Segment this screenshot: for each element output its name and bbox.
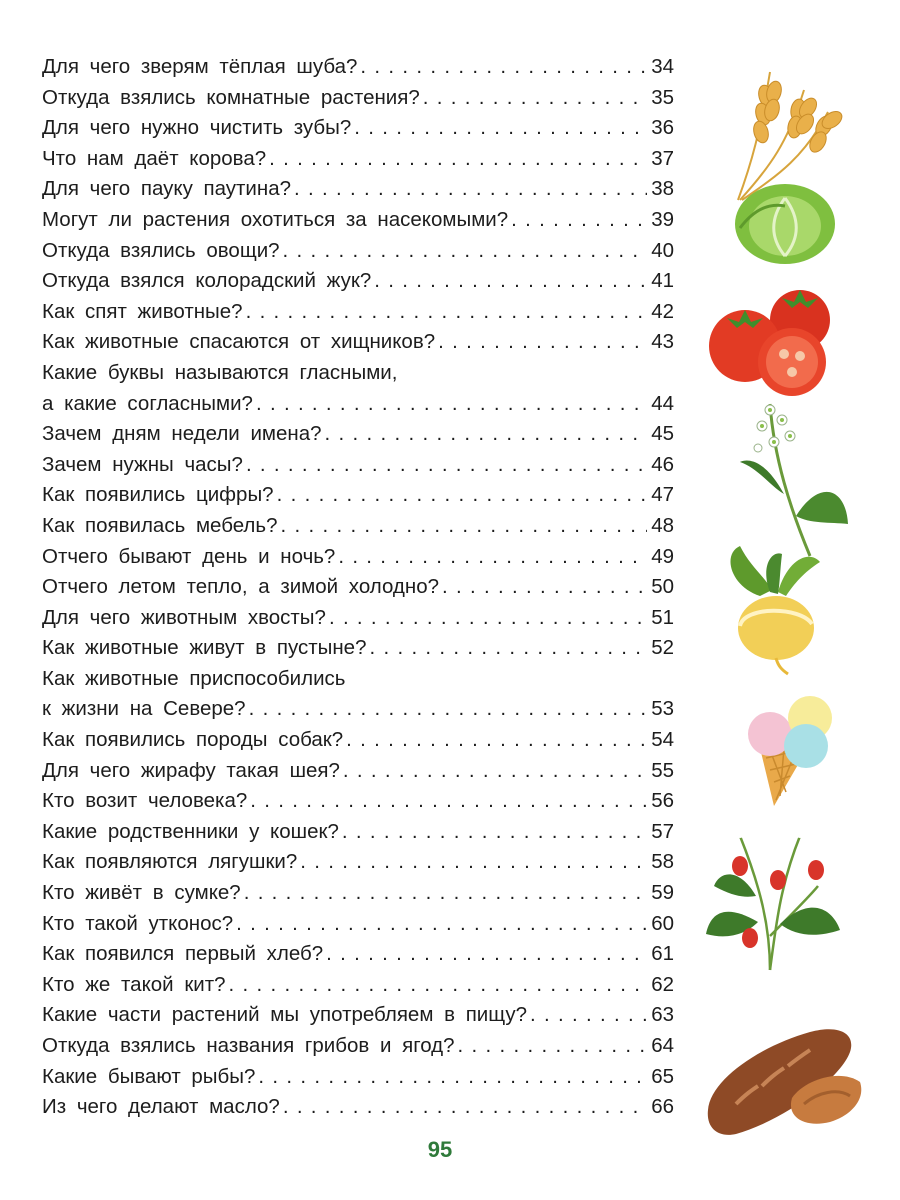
toc-entry-title: Кто же такой кит? <box>42 972 226 996</box>
toc-entry[interactable] <box>42 694 674 725</box>
turnip-icon <box>700 546 870 676</box>
toc-entry-title: Какие буквы называются гласными, <box>42 360 398 384</box>
dot-leader <box>283 236 648 267</box>
dot-leader <box>256 389 647 420</box>
dot-leader <box>442 572 647 603</box>
toc-entry-page: 46 <box>651 452 674 476</box>
dot-leader <box>423 83 647 114</box>
toc-entry[interactable] <box>42 603 674 634</box>
toc-entry[interactable] <box>42 786 674 817</box>
toc-entry-title: Откуда взялся колорадский жук? <box>42 269 372 293</box>
toc-entry-page: 59 <box>651 881 674 905</box>
toc-entry-title: Могут ли растения охотиться за насекомыми? <box>42 207 509 231</box>
toc-entry-page: 65 <box>651 1064 674 1088</box>
dot-leader <box>300 847 647 878</box>
dot-leader <box>438 327 647 358</box>
toc-entry-title-line <box>42 358 674 389</box>
dot-leader <box>369 633 647 664</box>
toc-entry-page: 60 <box>651 911 674 935</box>
dot-leader <box>269 144 647 175</box>
dot-leader <box>360 52 647 83</box>
toc-entry-title: Как появились породы собак? <box>42 728 344 752</box>
toc-entry-page: 42 <box>651 299 674 323</box>
toc-entry-page: 64 <box>651 1034 674 1057</box>
toc-entry-title: Для чего пауку паутина? <box>42 177 291 201</box>
dot-leader <box>294 174 647 205</box>
toc-entry-page: 58 <box>651 850 674 874</box>
toc-entry-title: Из чего делают масло? <box>42 1095 280 1119</box>
toc-entry[interactable] <box>42 52 674 83</box>
dot-leader <box>246 297 648 328</box>
toc-entry[interactable] <box>42 1031 674 1062</box>
dot-leader <box>249 694 648 725</box>
dot-leader <box>338 542 647 573</box>
toc-entry-page: 55 <box>651 758 674 782</box>
flowering-sprig-icon <box>700 398 870 558</box>
toc-entry-page: 47 <box>651 483 674 507</box>
toc-entry[interactable] <box>42 511 674 542</box>
toc-entry[interactable] <box>42 480 674 511</box>
toc-entry-page: 50 <box>651 575 674 599</box>
toc-entry[interactable] <box>42 909 674 940</box>
toc-entry[interactable] <box>42 297 674 328</box>
toc-entry-title: Что нам даёт корова? <box>42 146 267 170</box>
dot-leader <box>458 1031 648 1062</box>
toc-entry-title: Зачем нужны часы? <box>42 452 243 476</box>
toc-entry-title: Откуда взялись овощи? <box>42 238 280 262</box>
toc-entry-page: 56 <box>651 789 674 813</box>
dot-leader <box>374 266 647 297</box>
toc-entry[interactable] <box>42 878 674 909</box>
toc-entry[interactable] <box>42 389 674 420</box>
toc-entry-page: 53 <box>651 697 674 721</box>
dot-leader <box>346 725 647 756</box>
toc-entry[interactable] <box>42 756 674 787</box>
toc-entry-page: 49 <box>651 544 674 568</box>
toc-entry[interactable] <box>42 633 674 664</box>
toc-entry-page: 43 <box>651 330 674 354</box>
toc-entry[interactable] <box>42 939 674 970</box>
toc-entry[interactable] <box>42 419 674 450</box>
toc-entry-title: Какие части растений мы употребляем в пищу? <box>42 1003 528 1027</box>
toc-entry[interactable] <box>42 236 674 267</box>
toc-entry-title: Какие родственники у кошек? <box>42 819 339 843</box>
toc-entry[interactable] <box>42 174 674 205</box>
toc-entry-page: 39 <box>651 207 674 231</box>
toc-entry-title: Откуда взялись названия грибов и ягод? <box>42 1034 455 1057</box>
toc-entry-page: 37 <box>651 146 674 170</box>
toc-entry[interactable] <box>42 450 674 481</box>
toc-entry[interactable] <box>42 266 674 297</box>
dot-leader <box>342 817 647 848</box>
toc-entry-page: 51 <box>651 605 674 629</box>
toc-entry-title: Как животные живут в пустыне? <box>42 636 367 660</box>
toc-entry-title: Кто живёт в сумке? <box>42 881 241 905</box>
toc-entry-title: Как появились цифры? <box>42 483 274 507</box>
toc-entry-title: Как появился первый хлеб? <box>42 942 324 966</box>
toc-entry-page: 57 <box>651 819 674 843</box>
toc-entry-title: Для чего животным хвосты? <box>42 605 326 629</box>
toc-entry-title-continuation: к жизни на Севере? <box>42 697 246 721</box>
toc-entry-title: Как спят животные? <box>42 299 243 323</box>
toc-entry-title: Как животные спасаются от хищников? <box>42 330 436 354</box>
toc-entry-page: 48 <box>651 513 674 537</box>
cabbage-icon <box>700 178 870 268</box>
toc-entry-page: 36 <box>651 116 674 140</box>
toc-entry[interactable] <box>42 542 674 573</box>
toc-entry-page: 34 <box>651 55 674 78</box>
dot-leader <box>250 786 647 817</box>
toc-entry-title: Как появляются лягушки? <box>42 850 298 874</box>
toc-entry[interactable] <box>42 205 674 236</box>
toc-entry[interactable] <box>42 847 674 878</box>
dot-leader <box>325 419 648 450</box>
toc-entry-page: 52 <box>651 636 674 660</box>
toc-entry[interactable] <box>42 327 674 358</box>
dot-leader <box>354 113 647 144</box>
strawberry-plant-icon <box>700 826 870 972</box>
toc-entry-title: Откуда взялись комнатные растения? <box>42 85 420 109</box>
toc-entry-title: Как животные приспособились <box>42 666 346 690</box>
toc-entry-page: 63 <box>651 1003 674 1027</box>
dot-leader <box>236 909 647 940</box>
toc-entry[interactable] <box>42 725 674 756</box>
toc-entry-title: Как появилась мебель? <box>42 513 278 537</box>
toc-entry-page: 66 <box>651 1095 674 1119</box>
toc-entry-page: 35 <box>651 85 674 109</box>
bread-loaf-icon <box>700 1010 870 1138</box>
toc-entry-page: 45 <box>651 422 674 446</box>
toc-entry[interactable] <box>42 817 674 848</box>
toc-entry[interactable] <box>42 1092 674 1123</box>
toc-entry[interactable] <box>42 1062 674 1093</box>
toc-entry-page: 44 <box>651 391 674 415</box>
dot-leader <box>229 970 648 1001</box>
dot-leader <box>280 511 647 542</box>
dot-leader <box>530 1000 647 1031</box>
toc-entry-title: Для чего зверям тёплая шуба? <box>42 55 358 78</box>
toc-entry-title-continuation: а какие согласными? <box>42 391 253 415</box>
dot-leader <box>244 878 647 909</box>
toc-entry-page: 41 <box>651 269 674 293</box>
dot-leader <box>329 603 647 634</box>
toc-entry-page: 62 <box>651 972 674 996</box>
dot-leader <box>246 450 647 481</box>
dot-leader <box>258 1062 647 1093</box>
toc-entry-page: 40 <box>651 238 674 262</box>
table-of-contents <box>42 52 674 1123</box>
dot-leader <box>511 205 647 236</box>
dot-leader <box>326 939 647 970</box>
toc-entry-title: Отчего бывают день и ночь? <box>42 544 336 568</box>
dot-leader <box>277 480 648 511</box>
toc-entry-title: Для чего жирафу такая шея? <box>42 758 340 782</box>
tomatoes-icon <box>700 278 870 398</box>
toc-entry[interactable] <box>42 113 674 144</box>
toc-entry-title-line <box>42 664 674 695</box>
toc-entry-title: Какие бывают рыбы? <box>42 1064 256 1088</box>
toc-entry-title: Кто возит человека? <box>42 789 248 813</box>
toc-entry-title: Кто такой утконос? <box>42 911 234 935</box>
toc-entry[interactable] <box>42 1000 674 1031</box>
page-number: 95 <box>427 1137 453 1162</box>
toc-entry[interactable] <box>42 970 674 1001</box>
toc-entry[interactable] <box>42 83 674 114</box>
toc-entry[interactable] <box>42 144 674 175</box>
toc-entry-title: Для чего нужно чистить зубы? <box>42 116 352 140</box>
toc-entry[interactable] <box>42 572 674 603</box>
dot-leader <box>283 1092 647 1123</box>
dot-leader <box>343 756 647 787</box>
toc-entry-page: 54 <box>651 728 674 752</box>
ice-cream-cone-icon <box>700 688 870 808</box>
toc-entry-page: 61 <box>651 942 674 966</box>
toc-entry-title: Отчего летом тепло, а зимой холодно? <box>42 575 440 599</box>
toc-entry-page: 38 <box>651 177 674 201</box>
toc-entry-title: Зачем дням недели имена? <box>42 422 322 446</box>
